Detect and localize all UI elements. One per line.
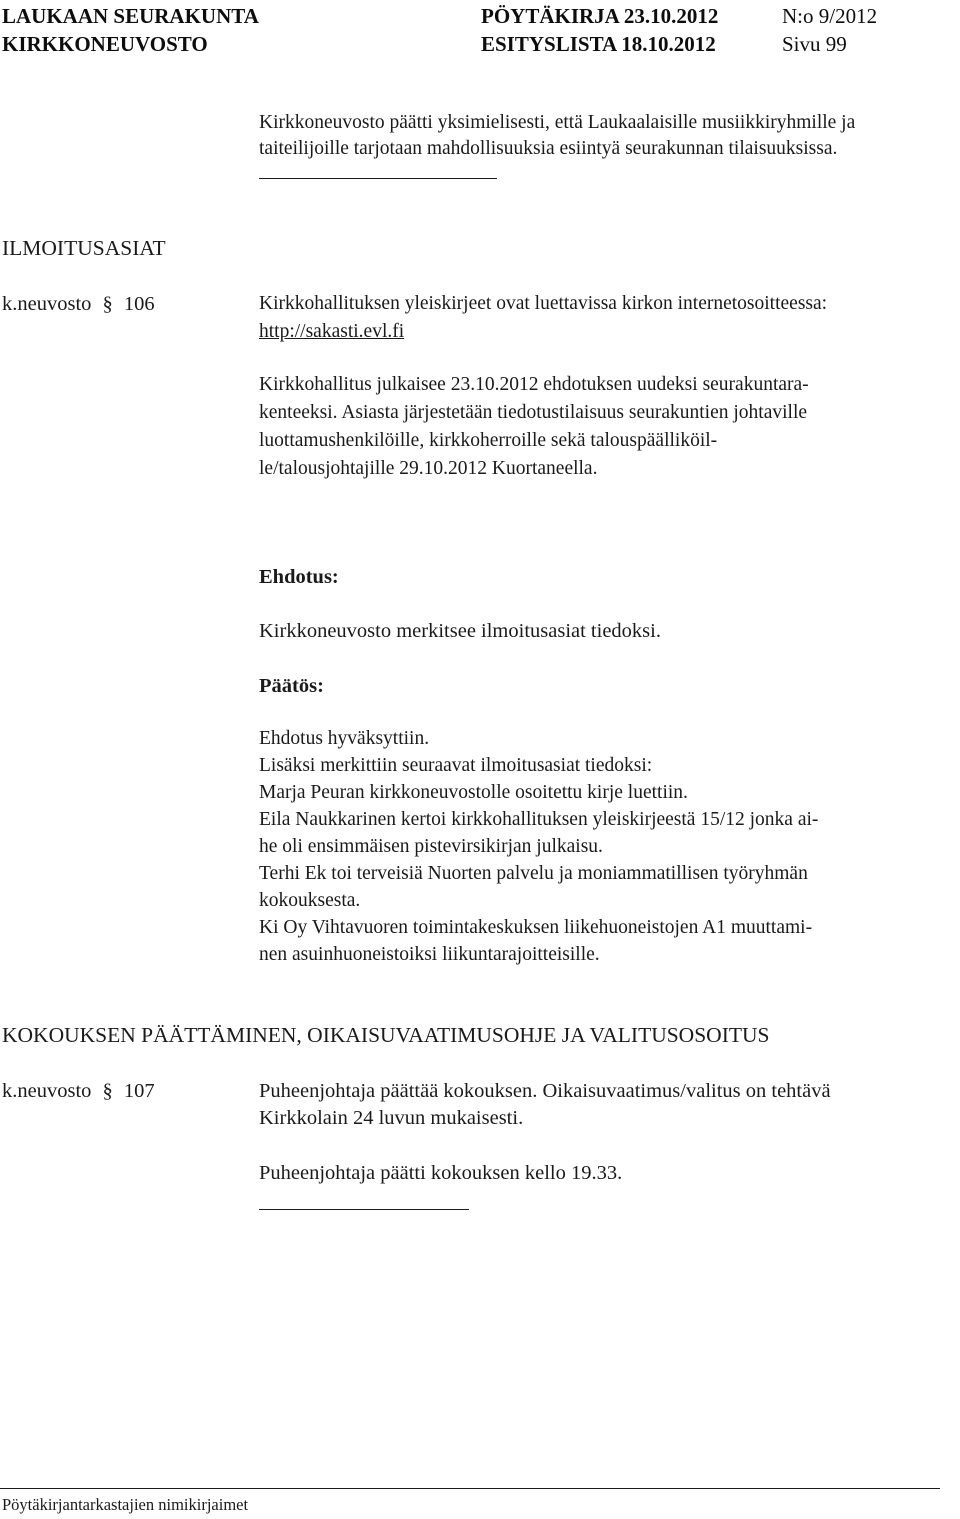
intro-line-1: Kirkkoneuvosto päätti yksimielisesti, että Laukaalaisille musiikkiryhmille ja [259,112,856,133]
header-page: Sivu 99 [782,32,847,56]
separator-line-end [259,1209,469,1210]
proposal-text: Kirkkoneuvosto merkitsee ilmoitusasiat tiedoksi. [259,620,661,642]
section-number: 107 [123,1080,155,1102]
decision-line-5: he oli ensimmäisen pistevirsikirjan julkaisu. [259,836,603,857]
header-organization: LAUKAAN SEURAKUNTA [2,4,259,28]
decision-heading: Päätös: [259,675,324,697]
decision-line-9: nen asuinhuoneistoiksi liikuntarajoitteisille. [259,944,600,965]
closing-time: Puheenjohtaja päätti kokouksen kello 19.33. [259,1162,623,1184]
header-minutes-date: PÖYTÄKIRJA 23.10.2012 [481,4,719,28]
intro-line-2: taiteilijoille tarjotaan mahdollisuuksia esiintyä seurakunnan tilaisuuksissa. [259,138,838,159]
header-agenda-date: ESITYSLISTA 18.10.2012 [481,32,716,56]
footer-rule [0,1488,940,1489]
section-number: 106 [123,293,155,315]
announcement-line-4: le/talousjohtajille 29.10.2012 Kuortaneella. [259,458,598,479]
proposal-heading: Ehdotus: [259,566,339,588]
decision-line-4: Eila Naukkarinen kertoi kirkkohallituksen yleiskirjeestä 15/12 jonka ai- [259,809,819,830]
circulars-paragraph: Kirkkohallituksen yleiskirjeet ovat luettavissa kirkon internetosoitteessa: [259,293,828,314]
decision-line-2: Lisäksi merkittiin seuraavat ilmoitusasiat tiedoksi: [259,755,653,776]
header-number: N:o 9/2012 [782,4,878,28]
closing-line-1: Puheenjohtaja päättää kokouksen. Oikaisuvaatimus/valitus on tehtävä [259,1080,831,1102]
announcement-line-3: luottamushenkilöille, kirkkoherroille sekä talouspäälliköil- [259,430,718,451]
section-label-prefix: k.neuvosto [2,1080,92,1102]
decision-line-8: Ki Oy Vihtavuoren toimintakeskuksen liikehuoneistojen A1 muuttami- [259,917,813,938]
decision-line-3: Marja Peuran kirkkoneuvostolle osoitettu kirje luettiin. [259,782,688,803]
closing-line-2: Kirkkolain 24 luvun mukaisesti. [259,1107,524,1129]
section-label-106 [2,291,155,318]
separator-line [259,178,497,179]
section-heading-closing: KOKOUKSEN PÄÄTTÄMINEN, OIKAISUVAATIMUSOHJE JA VALITUSOSOITUS [2,1023,770,1047]
announcement-line-1: Kirkkohallitus julkaisee 23.10.2012 ehdotuksen uudeksi seurakuntara- [259,374,809,395]
sakasti-link[interactable]: http://sakasti.evl.fi [259,321,405,342]
section-label-107 [2,1078,155,1105]
decision-line-6: Terhi Ek toi terveisiä Nuorten palvelu ja moniammatillisen työryhmän [259,863,808,884]
decision-line-1: Ehdotus hyväksyttiin. [259,728,430,749]
section-label-prefix: k.neuvosto [2,293,92,315]
section-symbol: § [102,293,113,315]
section-heading-announcements: ILMOITUSASIAT [2,236,166,260]
footer-initials-label: Pöytäkirjantarkastajien nimikirjaimet [2,1495,249,1514]
decision-line-7: kokouksesta. [259,890,361,911]
announcement-line-2: kenteeksi. Asiasta järjestetään tiedotustilaisuus seurakuntien johtaville [259,402,808,423]
header-body: KIRKKONEUVOSTO [2,32,208,56]
section-symbol: § [102,1080,113,1102]
